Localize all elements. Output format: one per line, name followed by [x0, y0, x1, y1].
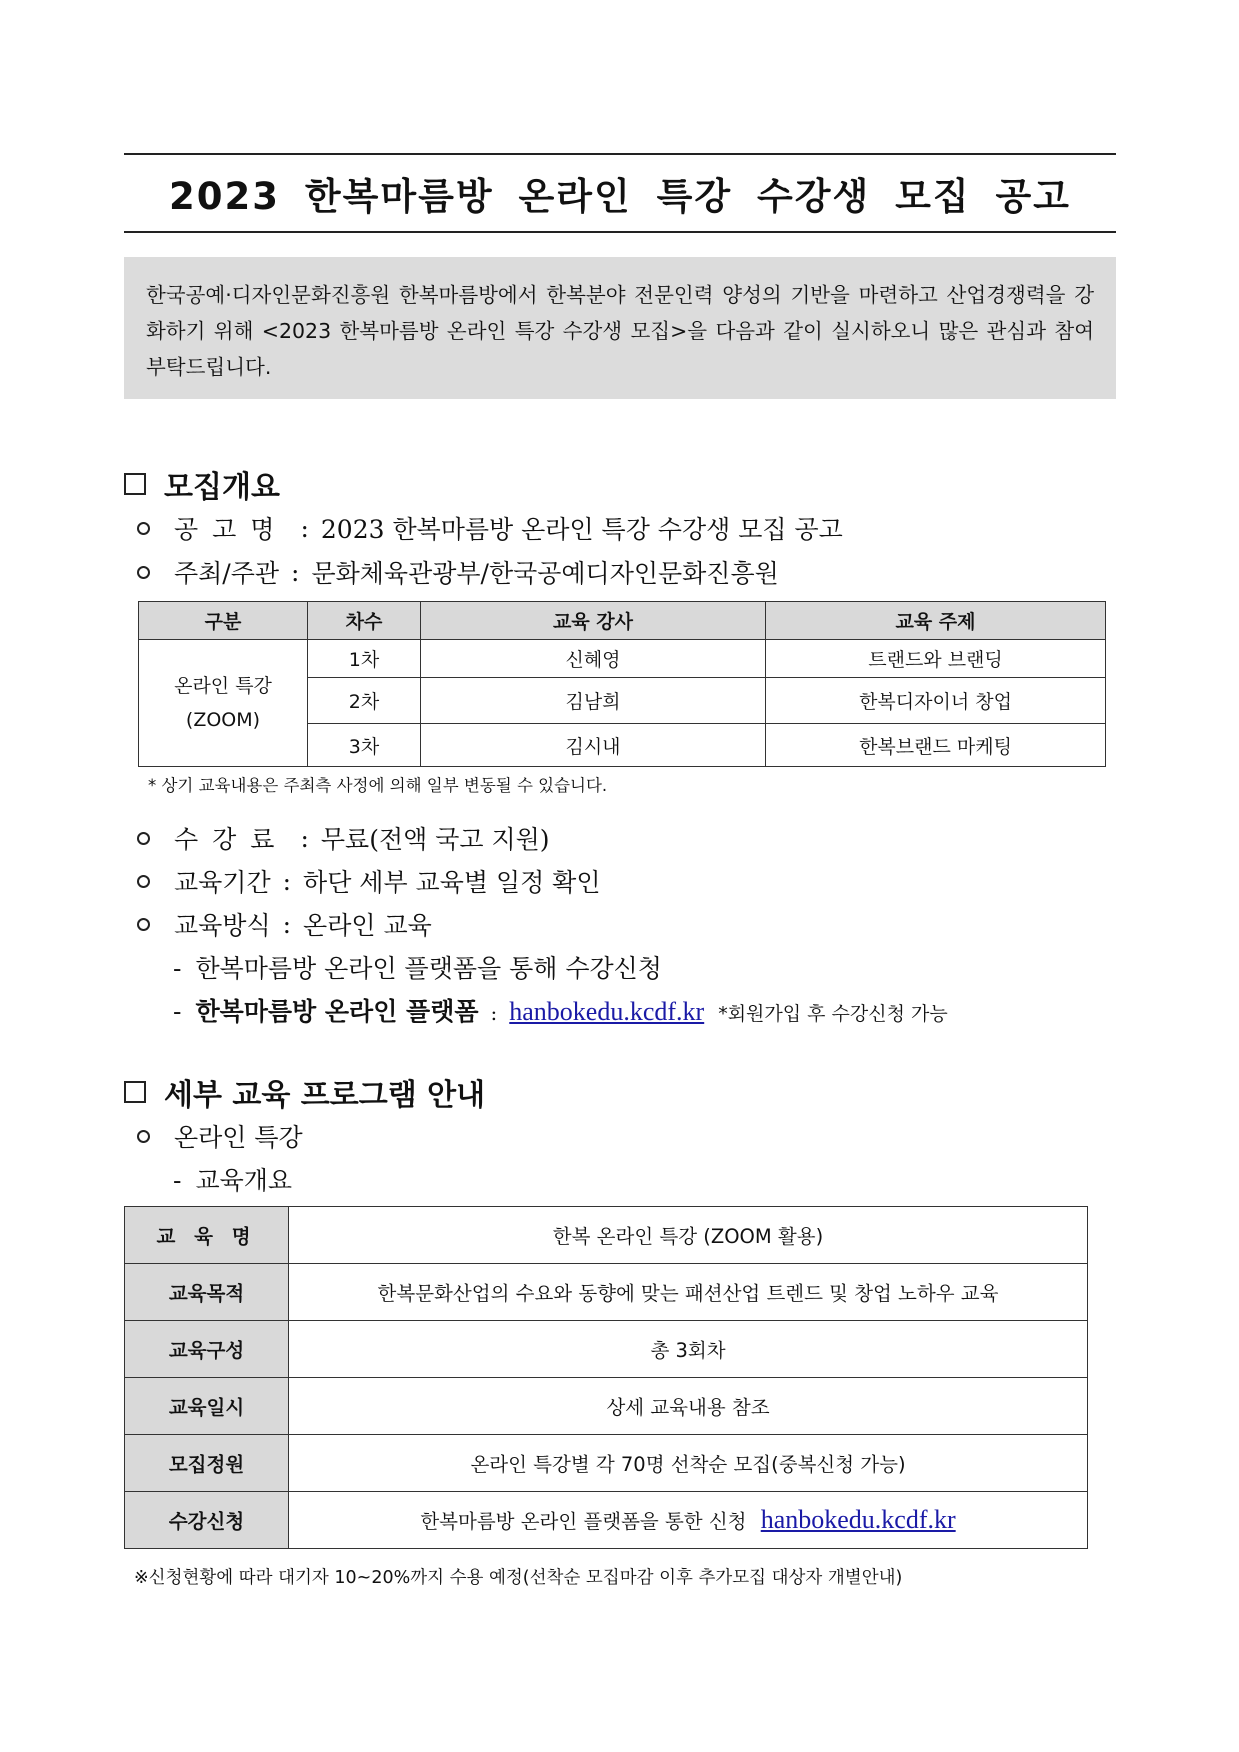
sub-item-platform: - 한복마름방 온라인 플랫폼 : hanbokedu.kcdf.kr *회원가입 후 수강신청 가능 [173, 992, 948, 1028]
section-title: 세부 교육 프로그램 안내 [164, 1078, 486, 1113]
host-label: 주최/주관 [174, 559, 280, 588]
sub-item-apply: - 한복마름방 온라인 플랫폼을 통해 수강신청 [173, 949, 662, 985]
fee-value: 무료(전액 국고 지원) [320, 825, 550, 854]
period-label: 교육기간 [174, 868, 271, 897]
period-value: 하단 세부 교육별 일정 확인 [303, 868, 601, 897]
row-value: 한복 온라인 특강 (ZOOM 활용) [289, 1207, 1088, 1264]
header-topic: 교육 주제 [766, 602, 1106, 640]
row-label: 모집정원 [125, 1435, 289, 1492]
platform-label: 한복마름방 온라인 플랫폼 [195, 997, 479, 1026]
instructor-cell: 신혜영 [421, 640, 766, 678]
header-instructor: 교육 강사 [421, 602, 766, 640]
title-bar [124, 153, 1116, 233]
table-row [125, 1321, 1088, 1378]
notice-label: 공고명 [174, 515, 289, 544]
platform-link[interactable]: hanbokedu.kcdf.kr [509, 997, 705, 1026]
round-cell: 1차 [308, 640, 421, 678]
row-value: 상세 교육내용 참조 [289, 1378, 1088, 1435]
category-line1: 온라인 특강 [174, 675, 272, 697]
bullet-notice: 공고명 : 2023 한복마름방 온라인 특강 수강생 모집 공고 [137, 510, 843, 546]
circle-bullet-icon [137, 522, 150, 535]
header-category: 구분 [139, 602, 308, 640]
host-value: 문화체육관광부/한국공예디자인문화진흥원 [311, 559, 779, 588]
lecture-table [138, 601, 1106, 767]
category-cell [139, 640, 308, 767]
instructor-cell: 김시내 [421, 724, 766, 767]
checkbox-square-icon [124, 1081, 146, 1103]
notice-value: 2023 한복마름방 온라인 특강 수강생 모집 공고 [320, 515, 843, 544]
bullet-period: 교육기간 : 하단 세부 교육별 일정 확인 [137, 863, 601, 899]
topic-cell: 트랜드와 브랜딩 [766, 640, 1106, 678]
category-line2: (ZOOM) [185, 709, 261, 731]
bullet-host: 주최/주관 : 문화체육관광부/한국공예디자인문화진흥원 [137, 554, 779, 590]
row-label: 교육구성 [125, 1321, 289, 1378]
method-value: 온라인 교육 [303, 911, 432, 940]
overview-text: 교육개요 [195, 1166, 293, 1195]
topic-cell: 한복브랜드 마케팅 [766, 724, 1106, 767]
section-title: 모집개요 [164, 470, 280, 505]
circle-bullet-icon [137, 1130, 150, 1143]
waitlist-note: ※신청현황에 따라 대기자 10~20%까지 수용 예정(선착순 모집마감 이후 추가모집 대상자 개별안내) [134, 1568, 903, 1588]
instructor-cell: 김남희 [421, 678, 766, 724]
table-row [125, 1264, 1088, 1321]
program-table [124, 1206, 1088, 1549]
row-value: 온라인 특강별 각 70명 선착순 모집(중복신청 가능) [289, 1435, 1088, 1492]
table-row [125, 1435, 1088, 1492]
table-row [125, 1378, 1088, 1435]
checkbox-square-icon [124, 473, 146, 495]
round-cell: 3차 [308, 724, 421, 767]
table-note: * 상기 교육내용은 주최측 사정에 의해 일부 변동될 수 있습니다. [148, 776, 608, 795]
bullet-online-lecture [137, 1118, 303, 1154]
circle-bullet-icon [137, 918, 150, 931]
circle-bullet-icon [137, 566, 150, 579]
row-value: 한복문화산업의 수요와 동향에 맞는 패션산업 트렌드 및 창업 노하우 교육 [289, 1264, 1088, 1321]
topic-cell: 한복디자이너 창업 [766, 678, 1106, 724]
table-header-row [139, 602, 1106, 640]
row-label: 수강신청 [125, 1492, 289, 1549]
sub1-text: 한복마름방 온라인 플랫폼을 통해 수강신청 [195, 954, 662, 983]
row-label: 교육일시 [125, 1378, 289, 1435]
table-row [125, 1492, 1088, 1549]
circle-bullet-icon [137, 832, 150, 845]
section-recruitment-overview [124, 462, 280, 506]
row-label: 교육목적 [125, 1264, 289, 1321]
intro-box: 한국공예·디자인문화진흥원 한복마름방에서 한복분야 전문인력 양성의 기반을 마련하고 산업경쟁력을 강화하기 위해 <2023 한복마름방 온라인 특강 수강생 모집>을 다음과 같이 실시하오니 많은 관심과 참여 부탁드립니다. [124, 257, 1116, 399]
fee-label: 수강료 [174, 825, 289, 854]
row-value: 총 3회차 [289, 1321, 1088, 1378]
section-program-details [124, 1070, 485, 1114]
header-round: 차수 [308, 602, 421, 640]
table-row [125, 1207, 1088, 1264]
apply-text: 한복마름방 온라인 플랫폼을 통한 신청 [420, 1510, 747, 1533]
bullet-method: 교육방식 : 온라인 교육 [137, 906, 432, 942]
sub-item-overview: - 교육개요 [173, 1161, 292, 1197]
platform-note: *회원가입 후 수강신청 가능 [718, 1003, 948, 1025]
row-label: 교 육 명 [125, 1207, 289, 1264]
row-value-apply [289, 1492, 1088, 1549]
method-label: 교육방식 [174, 911, 271, 940]
bullet-fee: 수강료 : 무료(전액 국고 지원) [137, 820, 550, 856]
online-lecture-text: 온라인 특강 [174, 1123, 303, 1152]
page-title: 2023 한복마름방 온라인 특강 수강생 모집 공고 [169, 175, 1071, 218]
apply-link[interactable]: hanbokedu.kcdf.kr [760, 1505, 956, 1534]
round-cell: 2차 [308, 678, 421, 724]
circle-bullet-icon [137, 875, 150, 888]
table-row [139, 640, 1106, 678]
